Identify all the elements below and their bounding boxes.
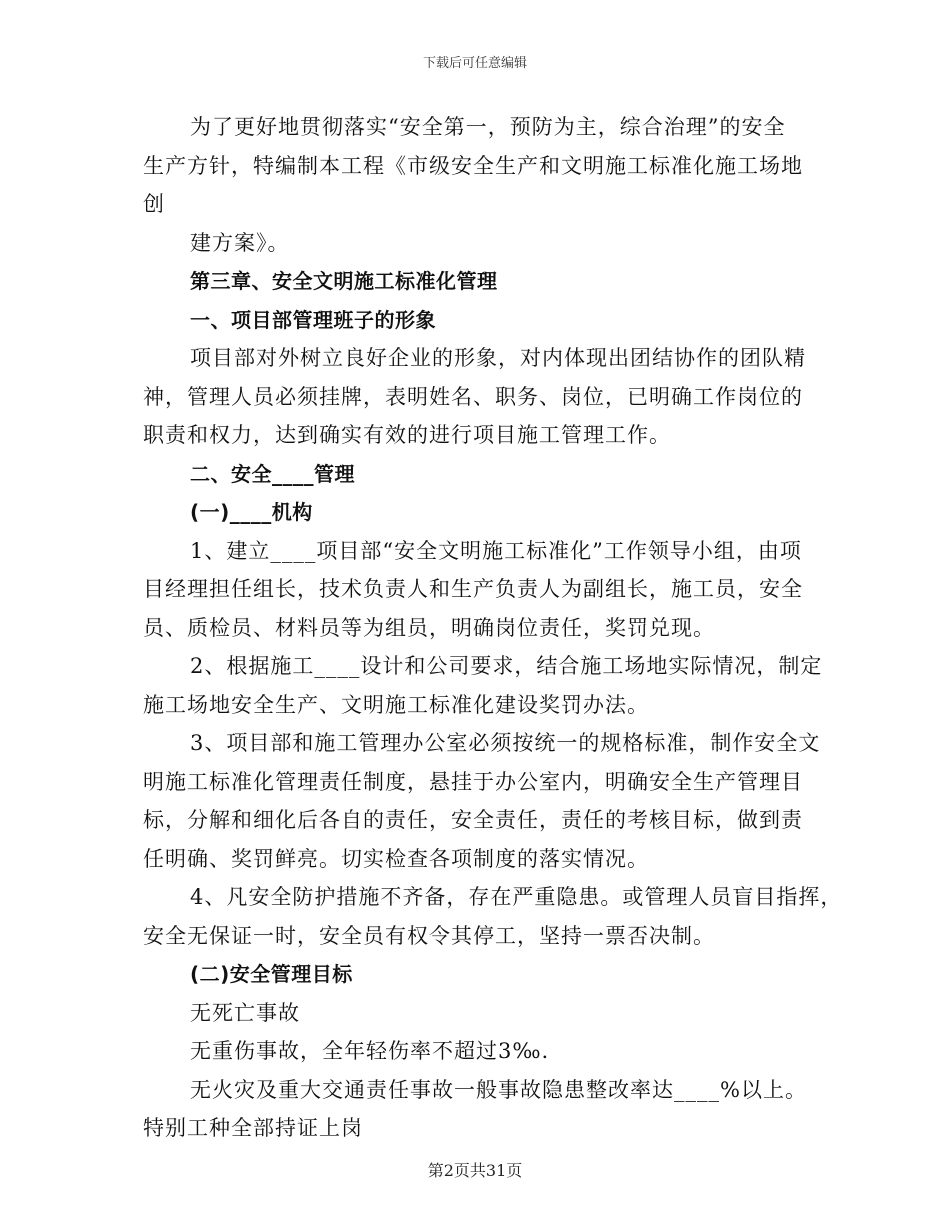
item-3-line-3: 标，分解和细化后各自的责任，安全责任，责任的考核目标，做到责 [143,808,803,832]
item-2-line-2: 施工场地安全生产、文明施工标准化建设奖罚办法。 [143,692,649,717]
item-1-line-3: 员、质检员、材料员等为组员，明确岗位责任，奖罚兑现。 [143,615,715,640]
item-2-line-1: 2、根据施工____设计和公司要求，结合施工场地实际情况，制定 [190,654,823,678]
goal-line-4: 特别工种全部持证上岗 [143,1116,363,1140]
subsection-heading-1: (一)____机构 [190,500,313,524]
item-1-line-2: 目经理担任组长，技术负责人和生产负责人为副组长，施工员，安全 [143,577,803,601]
subsection-heading-2: (二)安全管理目标 [190,962,353,986]
item-3-line-4: 任明确、奖罚鲜亮。切实检查各项制度的落实情况。 [143,846,649,871]
goal-line-3: 无火灾及重大交通责任事故一般事故隐患整改率达____%以上。 [190,1077,807,1102]
item-3-line-1: 3、项目部和施工管理办公室必须按统一的规格标准，制作安全文 [190,731,821,755]
paragraph-image-line-3: 职责和权力，达到确实有效的进行项目施工管理工作。 [143,423,671,447]
goal-line-1: 无死亡事故 [190,1000,300,1025]
header-note: 下载后可任意编辑 [422,56,527,71]
paragraph-intro-line-3: 创 [143,192,165,216]
page-number: 第2页共31页 [427,1161,523,1180]
item-1-line-1: 1、建立____项目部“安全文明施工标准化”工作领导小组，由项 [190,538,802,563]
item-4-line-1: 4、凡安全防护措施不齐备，存在严重隐患。或管理人员盲目指挥， [190,885,843,909]
paragraph-intro-line-1: 为了更好地贯彻落实“安全第一，预防为主，综合治理”的安全 [190,115,786,139]
chapter-heading: 第三章、安全文明施工标准化管理 [190,269,498,293]
paragraph-image-line-1: 项目部对外树立良好企业的形象，对内体现出团结协作的团队精 [190,346,806,370]
item-4-line-2: 安全无保证一时，安全员有权令其停工，坚持一票否决制。 [143,923,715,948]
item-3-line-2: 明施工标准化管理责任制度，悬挂于办公室内，明确安全生产管理目 [143,769,803,794]
goal-line-2: 无重伤事故，全年轻伤率不超过3‰. [190,1039,550,1063]
paragraph-intro-line-4: 建方案》。 [190,230,290,255]
section-heading-2: 二、安全____管理 [190,461,355,486]
document-body [143,108,843,1148]
section-heading-1: 一、项目部管理班子的形象 [190,307,436,332]
paragraph-image-line-2: 神，管理人员必须挂牌，表明姓名、职务、岗位，已明确工作岗位的 [143,384,803,409]
paragraph-intro-line-2: 生产方针，特编制本工程《市级安全生产和文明施工标准化施工场地 [143,153,803,178]
